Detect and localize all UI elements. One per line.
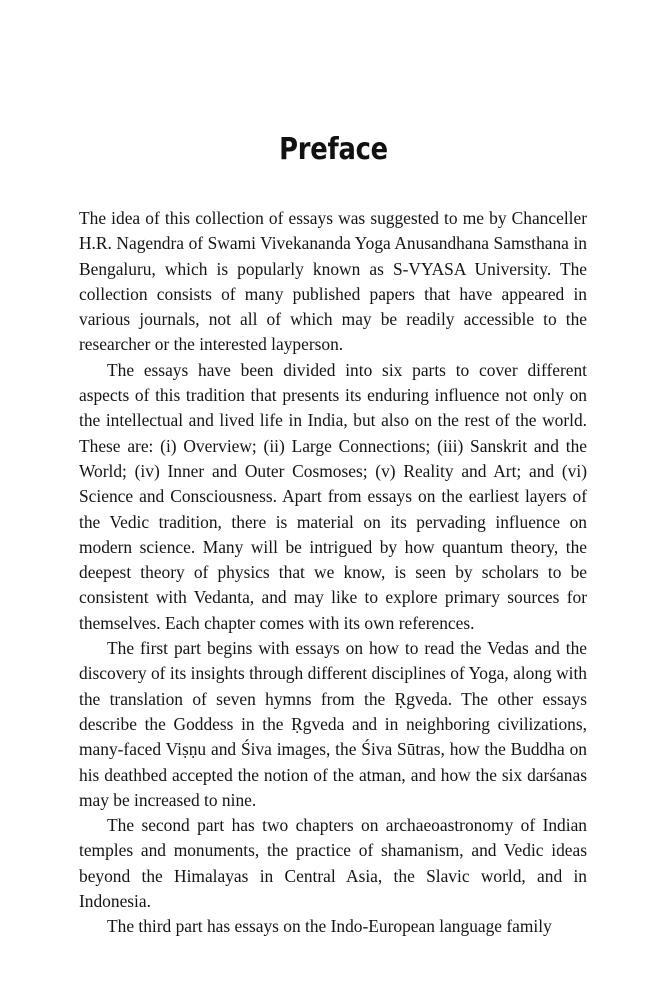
paragraph: The second part has two chapters on archaeoastronomy of Indian temples and monuments, the practice of shamanism, and Vedic ideas beyond the Himalayas in Central Asia, the Slavic world, and in Indonesia. <box>79 815 587 912</box>
paragraph: The essays have been divided into six parts to cover different aspects of this tradition that presents its enduring influence not only on the intellectual and lived life in India, but also on the rest of the world. These are: (i) Overview; (ii) Large Connections; (iii) Sanskrit and the World; (iv) Inner and Outer Cosmoses; (v) Reality and Art; and (vi) Science and Consciousness. Apart from essays on the earliest layers of the Vedic tradition, there is material on its pervading influence on modern science. Many will be intrigued by how quantum theory, the deepest theory of physics that we know, is seen by scholars to be consistent with Vedanta, and may like to explore primary sources for themselves. Each chapter comes with its own references. <box>79 359 587 633</box>
paragraph: The idea of this collection of essays was suggested to me by Chanceller H.R. Nagendra of Swami Vivekananda Yoga Anusandhana Samsthana in Bengaluru, which is popularly known as S-VYASA University. The collection consists of many published papers that have appeared in various journals, not all of which may be readily accessible to the researcher or the interested layperson. <box>79 208 587 355</box>
page-title: Preface <box>279 132 388 168</box>
body-text-block <box>79 206 587 940</box>
paragraph: The third part has essays on the Indo-European language family <box>107 916 552 937</box>
paragraph: The first part begins with essays on how to read the Vedas and the discovery of its insights through different disciplines of Yoga, along with the translation of seven hymns from the Ṛgveda. The other essays describe the Goddess in the Ṛgveda and in neighboring civilizations, many-faced Viṣṇu and Śiva images, the Śiva Sūtras, how the Buddha on his deathbed accepted the notion of the atman, and how the six darśanas may be increased to nine. <box>79 638 587 810</box>
